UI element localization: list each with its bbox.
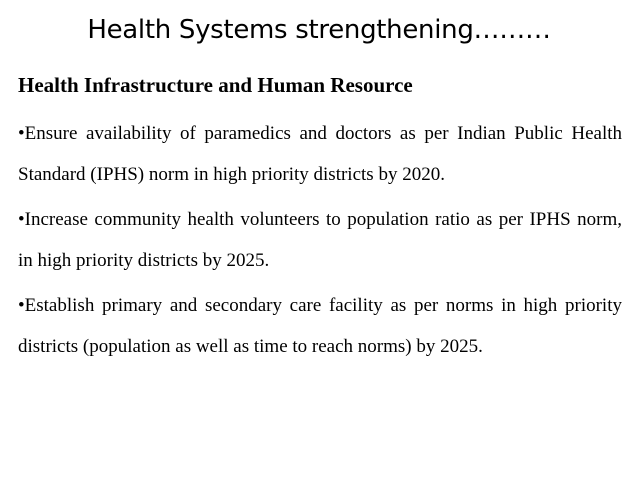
slide-title: Health Systems strengthening………	[87, 15, 551, 45]
section-heading: Health Infrastructure and Human Resource	[18, 73, 413, 97]
bullet-item-care-facility: •Establish primary and secondary care facility as per norms in high priority districts (population as well as time to reach norms) by 2025.	[18, 295, 622, 357]
bullet-item-staffing: •Ensure availability of paramedics and doctors as per Indian Public Health Standard (IPHS) norm in high priority districts by 2020.	[18, 123, 622, 185]
bullet-item-volunteers: •Increase community health volunteers to population ratio as per IPHS norm, in high priority districts by 2025.	[18, 209, 622, 271]
bullet-list	[18, 114, 622, 372]
